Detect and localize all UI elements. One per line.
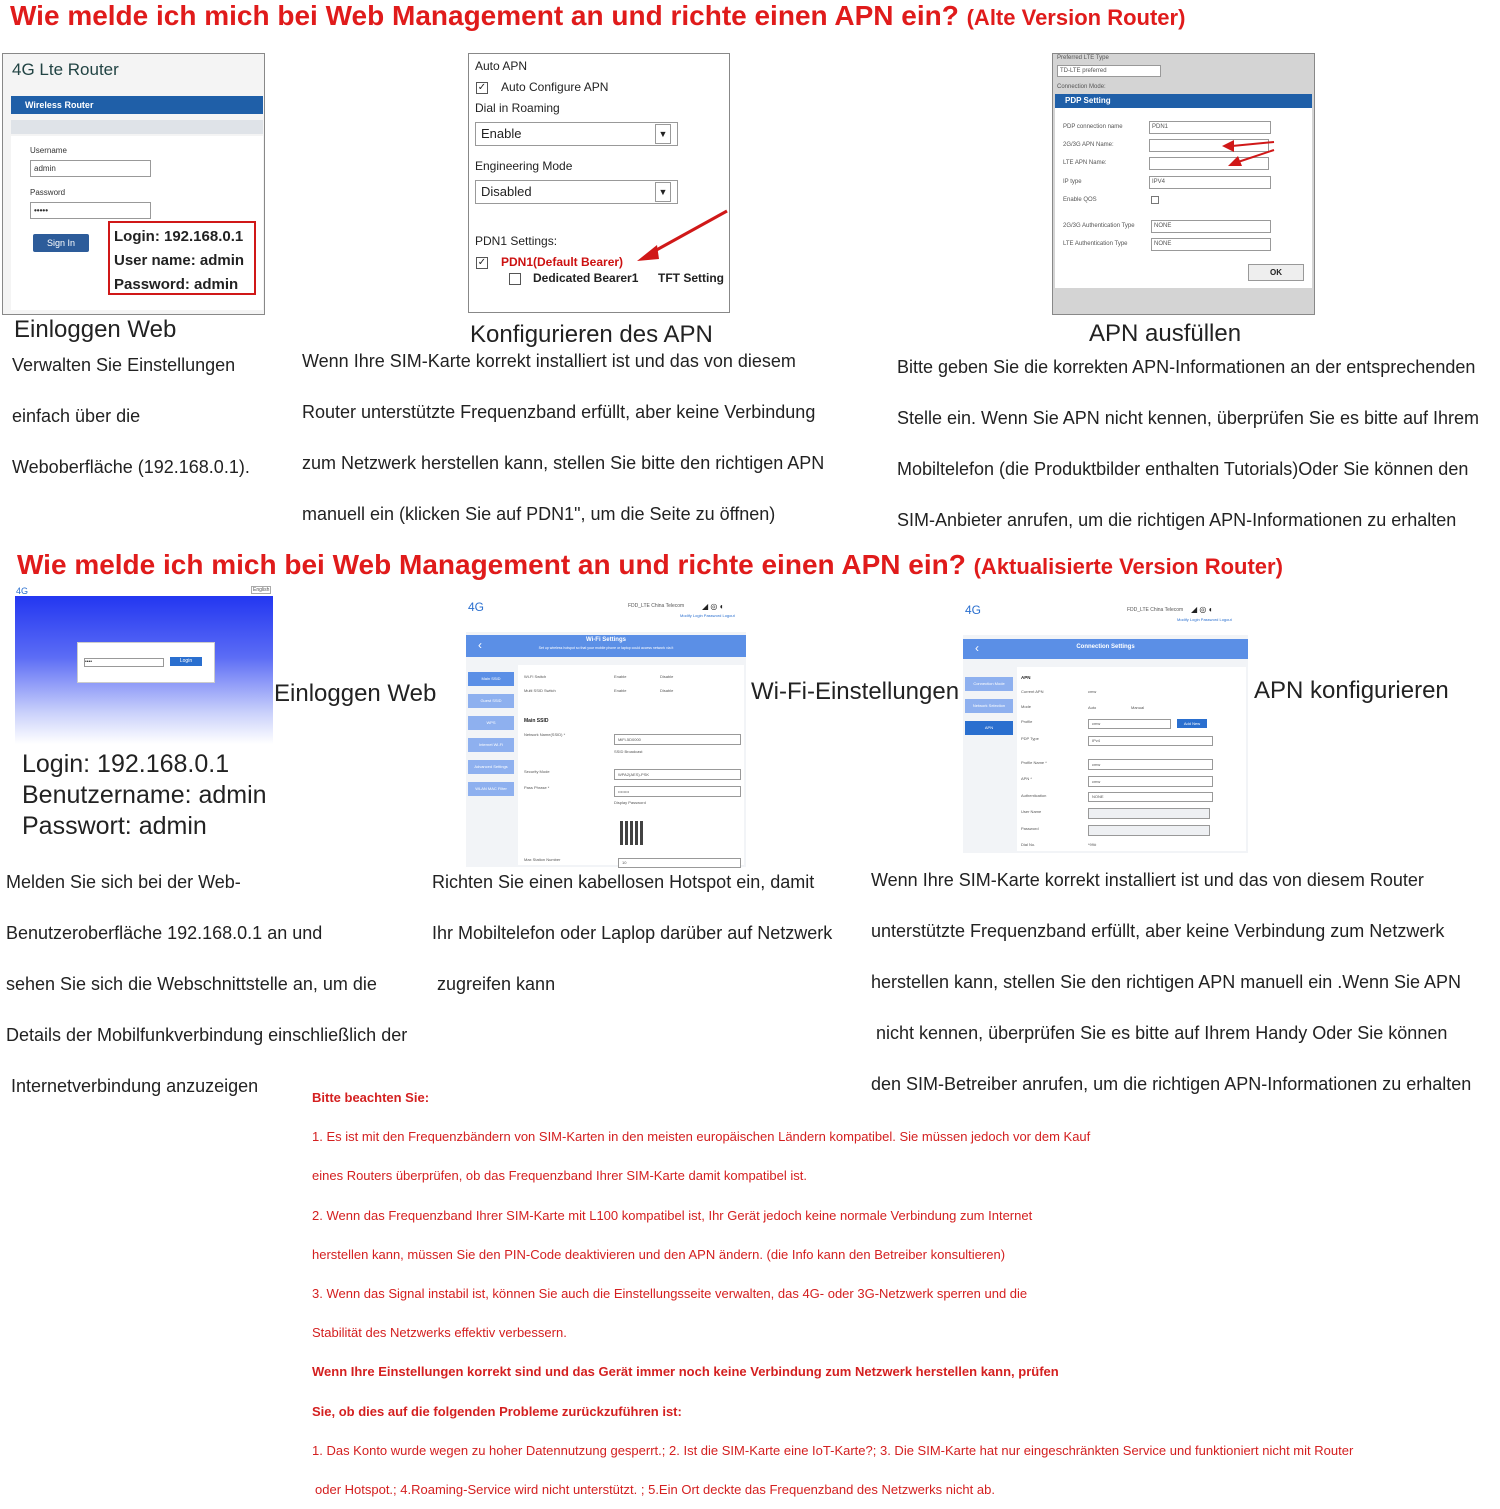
wifi-enable-radio[interactable]: Enable xyxy=(614,674,627,679)
note-line: herstellen kann, müssen Sie den PIN-Code deaktivieren und den APN ändern. (die Info kann den Betreiber konsultieren) xyxy=(312,1246,1006,1262)
auth-2g3g-select[interactable]: NONE xyxy=(1151,220,1271,233)
new-text-3 xyxy=(871,855,1471,1110)
router-app-title: 4G Lte Router xyxy=(12,60,119,79)
notes-block xyxy=(312,1078,1353,1509)
password-input[interactable]: •••• xyxy=(84,658,164,667)
menu-connection-mode[interactable]: Connection Mode xyxy=(965,677,1013,691)
apn-name-input[interactable]: cmw xyxy=(1088,776,1213,787)
auto-configure-label: Auto Configure APN xyxy=(501,80,609,94)
multi-disable-radio[interactable]: Disable xyxy=(660,688,674,693)
current-apn-label: Current APN xyxy=(1021,689,1044,694)
page-subtitle: Set up wireless hotspot so that your mobile phone or laptop could access network via it xyxy=(538,646,674,650)
new-caption-apn: APN konfigurieren xyxy=(1254,677,1449,704)
login-button[interactable]: Login xyxy=(170,657,202,666)
new-heading-text: Wie melde ich mich bei Web Management an und richte einen APN ein? xyxy=(17,549,966,580)
main-ssid-heading: Main SSID xyxy=(524,718,549,724)
auth-2g3g-label: 2G/3G Authentication Type xyxy=(1063,223,1135,229)
new-text-2 xyxy=(432,857,832,1010)
text-line: Melden Sie sich bei der Web- xyxy=(6,872,241,892)
text-line: Wenn Ihre SIM-Karte korrekt installiert ist und das von diesem xyxy=(302,351,796,371)
old-caption-login: Einloggen Web xyxy=(14,316,177,343)
header-links[interactable]: Modify Login Password Logout xyxy=(1177,617,1232,622)
dial-roaming-label: Dial in Roaming xyxy=(475,101,560,115)
pdp-type-label: PDP Type xyxy=(1021,736,1039,741)
old-caption-fill: APN ausfüllen xyxy=(1089,320,1242,347)
engineering-mode-select[interactable]: Disabled xyxy=(475,180,678,204)
text-line: Details der Mobilfunkverbindung einschließlich der xyxy=(6,1025,408,1045)
current-apn-value: cmw xyxy=(1088,689,1097,694)
qr-code-icon xyxy=(620,821,644,845)
username-label: Username xyxy=(30,146,67,155)
lte-auth-select[interactable]: NONE xyxy=(1151,238,1271,251)
text-line: manuell ein (klicken Sie auf PDN1", um die Seite zu öffnen) xyxy=(302,504,776,524)
ssid-broadcast-checkbox[interactable]: SSID Broadcast xyxy=(614,749,643,754)
dedicated-bearer-label: Dedicated Bearer1 xyxy=(533,271,639,285)
apn-heading: APN xyxy=(1021,675,1031,680)
pdn1-settings-label: PDN1 Settings: xyxy=(475,234,558,248)
password-input[interactable]: ••••• xyxy=(30,202,151,219)
old-caption-apn: Konfigurieren des APN xyxy=(470,321,713,348)
old-pdp-screenshot xyxy=(1052,53,1315,315)
text-line: einfach über die xyxy=(12,406,141,426)
login-card xyxy=(77,642,215,683)
note-line: 2. Wenn das Frequenzband Ihrer SIM-Karte mit L100 kompatibel ist, Ihr Gerät jedoch keine normale Verbindung zum Internet xyxy=(312,1207,1033,1223)
note-line: Stabilität des Netzwerks effektiv verbessern. xyxy=(312,1325,567,1341)
header-links[interactable]: Modify Login Password Logout xyxy=(680,613,735,618)
old-heading-text: Wie melde ich mich bei Web Management an und richte einen APN ein? xyxy=(10,0,959,31)
back-icon[interactable]: ‹ xyxy=(975,641,979,655)
profile-label: Profile xyxy=(1021,719,1033,724)
sign-in-button[interactable]: Sign In xyxy=(33,234,89,252)
chevron-down-icon[interactable]: ▼ xyxy=(655,124,671,144)
note-line: eines Routers überprüfen, ob das Frequenzband Ihrer SIM-Karte damit kompatibel ist. xyxy=(312,1168,807,1184)
text-line: Stelle ein. Wenn Sie APN nicht kennen, überprüfen Sie es bitte auf Ihrem xyxy=(897,408,1480,428)
text-line: Router unterstützte Frequenzband erfüllt, aber keine Verbindung xyxy=(302,402,816,422)
network-status: FDD_LTE China Telecom xyxy=(628,603,685,609)
dial-no-label: Dial No. xyxy=(1021,842,1036,847)
pass-phrase-label: Pass Phrase * xyxy=(524,785,550,790)
text-line: Richten Sie einen kabellosen Hotspot ein, damit xyxy=(432,872,815,892)
bar-strip xyxy=(11,120,263,134)
brand-logo: 4G xyxy=(16,586,29,596)
text-line: unterstützte Frequenzband erfüllt, aber keine Verbindung zum Netzwerk xyxy=(871,921,1445,941)
text-line: Internetverbindung anzuzeigen xyxy=(11,1076,259,1096)
new-login-screenshot xyxy=(15,586,273,744)
multi-enable-radio[interactable]: Enable xyxy=(614,688,627,693)
text-line: Ihr Mobiltelefon oder Laplop darüber auf Netzwerk xyxy=(432,923,833,943)
ok-button[interactable]: OK xyxy=(1248,264,1304,281)
conn-side-menu xyxy=(965,677,1013,735)
max-station-label: Max Station Number xyxy=(524,857,561,862)
preferred-lte-select[interactable]: TD-LTE preferred xyxy=(1057,65,1161,77)
new-caption-wifi: Wi-Fi-Einstellungen xyxy=(751,678,960,705)
pdp-conn-name-label: PDP connection name xyxy=(1063,124,1123,130)
brand-logo: 4G xyxy=(965,603,982,617)
new-caption-login: Einloggen Web xyxy=(274,680,437,707)
old-text-3 xyxy=(897,342,1479,546)
signal-icon: ◢ ◎ ◐ xyxy=(702,602,725,611)
callout-login: Login: 192.168.0.1 xyxy=(114,228,244,245)
text-line: zugreifen kann xyxy=(437,974,556,994)
chevron-down-icon[interactable]: ▼ xyxy=(655,182,671,202)
language-select[interactable]: English xyxy=(253,587,270,593)
red-arrows-icon xyxy=(1218,134,1278,174)
page-title: Connection Settings xyxy=(1076,644,1135,650)
callout-user: User name: admin xyxy=(114,252,245,269)
username-input[interactable]: admin xyxy=(30,160,151,177)
ssid-input[interactable]: MiFi-5D0000 xyxy=(614,734,741,745)
preferred-lte-label: Preferred LTE Type xyxy=(1057,55,1109,61)
pdn1-default-link[interactable]: PDN1(Default Bearer) xyxy=(501,255,624,269)
new-heading-tag: (Aktualisierte Version Router) xyxy=(973,554,1283,579)
password-label: Password xyxy=(1021,826,1039,831)
pdn1-checkbox[interactable]: ✓ xyxy=(477,257,487,268)
wifi-settings-screenshot xyxy=(466,597,746,867)
dial-roaming-select[interactable]: Enable xyxy=(475,122,678,146)
signal-icon: ◢ ◎ ◐ xyxy=(1191,605,1214,614)
note-bold-line: Sie, ob dies auf die folgenden Probleme zurückzuführen ist: xyxy=(312,1403,682,1419)
menu-internet-wifi[interactable]: Internet Wi-Fi xyxy=(468,738,514,752)
display-password-checkbox[interactable]: Display Password xyxy=(614,800,646,805)
apn-2g3g-label: 2G/3G APN Name: xyxy=(1063,142,1114,148)
tft-setting-link[interactable]: TFT Setting xyxy=(658,271,724,285)
password-input[interactable] xyxy=(1088,825,1210,836)
back-icon[interactable]: ‹ xyxy=(478,638,482,652)
wifi-disable-radio[interactable]: Disable xyxy=(660,674,674,679)
multi-ssid-label: Multi SSID Switch xyxy=(524,688,556,693)
red-arrow-icon xyxy=(629,209,729,269)
lte-apn-label: LTE APN Name: xyxy=(1063,160,1107,166)
login-callout xyxy=(108,221,256,295)
text-line: Wenn Ihre SIM-Karte korrekt installiert ist und das von diesem Router xyxy=(871,870,1424,890)
pass-phrase-input[interactable]: •••••••• xyxy=(614,786,741,797)
connection-mode-label: Connection Mode: xyxy=(1057,84,1106,90)
text-line: den SIM-Betreiber anrufen, um die richtigen APN-Informationen zu erhalten xyxy=(871,1074,1472,1094)
old-text-2 xyxy=(302,336,824,540)
text-line: Bitte geben Sie die korrekten APN-Informationen an der entsprechenden xyxy=(897,357,1476,377)
security-mode-select[interactable]: WPA2(AES)-PSK xyxy=(614,769,741,780)
page-title-bar xyxy=(963,639,1248,659)
ip-type-label: IP type xyxy=(1063,179,1082,185)
text-line: zum Netzwerk herstellen kann, stellen Sie bitte den richtigen APN xyxy=(302,453,825,473)
mode-label: Mode xyxy=(1021,704,1032,709)
pdp-type-select[interactable]: IPv4 xyxy=(1088,736,1213,746)
old-text-1 xyxy=(12,340,250,493)
wireless-router-bar: Wireless Router xyxy=(11,96,263,114)
engineering-mode-label: Engineering Mode xyxy=(475,159,573,173)
login-info-line: Login: 192.168.0.1 xyxy=(22,750,230,778)
old-apn-screenshot xyxy=(468,53,730,313)
callout-password: Password: admin xyxy=(114,276,239,293)
text-line: sehen Sie sich die Webschnittstelle an, um die xyxy=(6,974,377,994)
wifi-switch-label: Wi-Fi Switch xyxy=(524,674,547,679)
text-line: Mobiltelefon (die Produktbilder enthalten Tutorials)Oder Sie können den xyxy=(897,459,1469,479)
password-label: Password xyxy=(30,188,66,197)
dedicated-checkbox[interactable] xyxy=(509,273,521,285)
text-line: nicht kennen, überprüfen Sie es bitte auf Ihrem Handy Oder Sie können xyxy=(876,1023,1448,1043)
profile-name-input[interactable]: cmw xyxy=(1088,759,1213,770)
note-line: 1. Es ist mit den Frequenzbändern von SIM-Karten in den meisten europäischen Ländern kompatibel. Sie müssen jedoch vor dem Kauf xyxy=(312,1129,1091,1145)
login-info-line: Benutzername: admin xyxy=(22,781,267,809)
menu-wlan-mac-filter[interactable]: WLAN MAC Filter xyxy=(468,782,514,796)
mode-manual-radio[interactable]: Manual xyxy=(1131,705,1145,710)
page-title-bar xyxy=(466,635,746,657)
network-status: FDD_LTE China Telecom xyxy=(1127,607,1184,613)
pdp-setting-bar: PDP Setting xyxy=(1055,94,1312,108)
wifi-side-menu xyxy=(468,672,514,796)
mode-auto-radio[interactable]: Auto xyxy=(1088,705,1097,710)
ip-type-select[interactable]: IPV4 xyxy=(1149,176,1271,189)
login-info-line: Passwort: admin xyxy=(22,812,207,840)
menu-main-ssid[interactable]: Main SSID xyxy=(468,672,514,686)
note-line: 1. Das Konto wurde wegen zu hoher Datennutzung gesperrt.; 2. Ist die SIM-Karte eine IoT-Karte?; 3. Die SIM-Karte hat nur eingeschränkten Service und funktioniert nicht mit Router xyxy=(312,1442,1354,1458)
menu-wps[interactable]: WPS xyxy=(468,716,514,730)
apn-name-label: APN * xyxy=(1021,776,1032,781)
note-line: 3. Wenn das Signal instabil ist, können Sie auch die Einstellungsseite verwalten, das 4G- oder 3G-Netzwerk sperren und die xyxy=(312,1286,1028,1302)
user-name-label: User Name xyxy=(1021,809,1042,814)
add-new-button[interactable]: Add New xyxy=(1177,719,1207,728)
connection-settings-screenshot xyxy=(963,601,1248,853)
enable-qos-checkbox[interactable] xyxy=(1151,196,1159,204)
authentication-label: Authentication xyxy=(1021,793,1047,798)
text-line: herstellen kann, stellen Sie den richtigen APN manuell ein .Wenn Sie APN xyxy=(871,972,1462,992)
security-mode-label: Security Mode xyxy=(524,769,550,774)
profile-select[interactable]: cmw xyxy=(1088,719,1171,729)
old-heading xyxy=(10,0,1185,32)
pdp-conn-name-input[interactable]: PDN1 xyxy=(1149,121,1271,134)
lte-auth-label: LTE Authentication Type xyxy=(1063,241,1128,247)
note-bold-line: Wenn Ihre Einstellungen korrekt sind und das Gerät immer noch keine Verbindung zum Netzwerk herstellen kann, prüfen xyxy=(312,1364,1059,1380)
menu-network-selection[interactable]: Network Selection xyxy=(965,699,1013,713)
text-line: SIM-Anbieter anrufen, um die richtigen APN-Informationen zu erhalten xyxy=(897,510,1457,530)
brand-logo: 4G xyxy=(468,600,485,614)
new-heading xyxy=(17,549,1283,581)
text-line: Verwalten Sie Einstellungen xyxy=(12,355,236,375)
auto-configure-checkbox[interactable]: ✓ xyxy=(477,82,487,93)
text-line: Weboberfläche (192.168.0.1). xyxy=(12,457,250,477)
menu-guest-ssid[interactable]: Guest SSID xyxy=(468,694,514,708)
new-login-info xyxy=(22,749,267,842)
max-station-select[interactable]: 10 xyxy=(618,858,741,868)
note-line: oder Hotspot.; 4.Roaming-Service wird nicht unterstützt. ; 5.Ein Ort deckte das Frequenzband des Netzwerks nicht ab. xyxy=(315,1482,995,1498)
old-login-screenshot xyxy=(2,53,265,315)
network-name-label: Network Name(SSID) * xyxy=(524,732,566,737)
profile-name-label: Profile Name * xyxy=(1021,760,1047,765)
menu-advanced-settings[interactable]: Advanced Settings xyxy=(468,760,514,774)
auto-apn-label: Auto APN xyxy=(475,59,528,73)
dial-no-value: *99# xyxy=(1088,842,1097,847)
enable-qos-label: Enable QOS xyxy=(1063,197,1097,203)
notes-title: Bitte beachten Sie: xyxy=(312,1090,430,1105)
page-title: Wi-Fi Settings xyxy=(586,637,626,643)
text-line: Benutzeroberfläche 192.168.0.1 an und xyxy=(6,923,323,943)
user-name-input[interactable] xyxy=(1088,808,1210,819)
new-text-1 xyxy=(6,857,407,1112)
authentication-select[interactable]: NONE xyxy=(1088,792,1213,802)
old-heading-tag: (Alte Version Router) xyxy=(966,5,1186,30)
menu-apn[interactable]: APN xyxy=(965,721,1013,735)
